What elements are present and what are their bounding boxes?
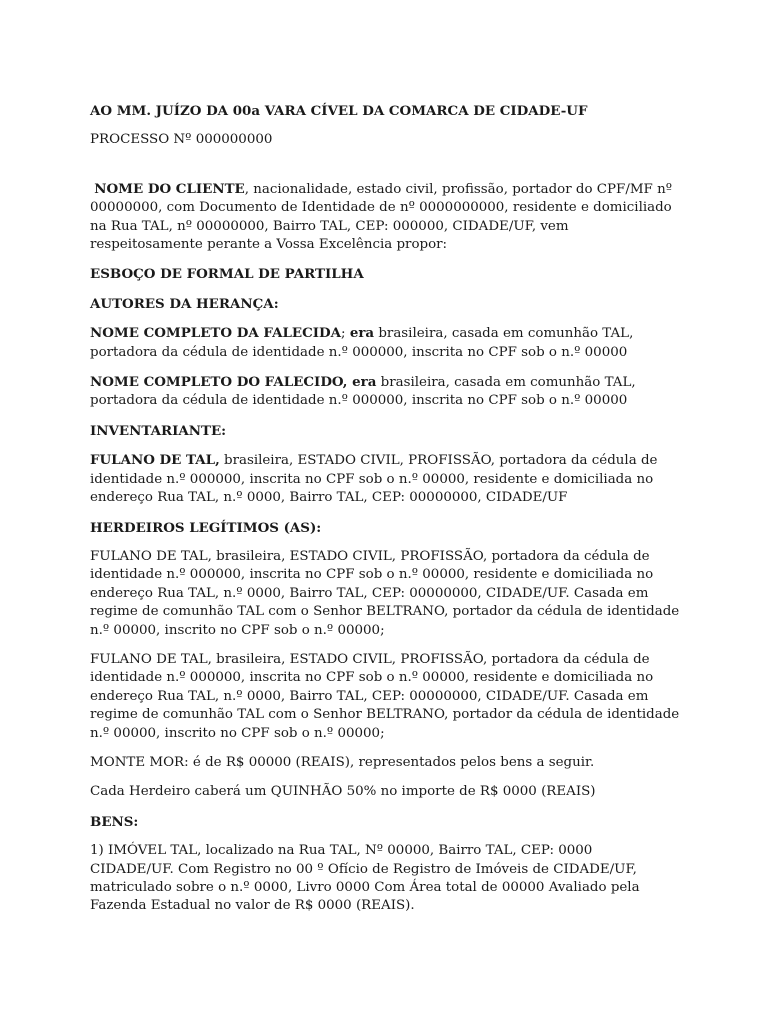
client-paragraph	[90, 180, 680, 255]
executor-text: brasileira, ESTADO CIVIL, PROFISSÃO, portadora da cédula de identidade n.º 000000, inscrita no CPF sob o n.º 00000, residente e domiciliada no endereço Rua TAL, n.º 0000, Bairro TAL, CEP: 00000000, CIDADE/UF	[90, 453, 658, 506]
heir-paragraph-1: FULANO DE TAL, brasileira, ESTADO CIVIL, PROFISSÃO, portadora da cédula de identidade n.º 000000, inscrita no CPF sob o n.º 00000, residente e domiciliada no endereço Rua TAL, n.º 0000, Bairro TAL, CEP: 00000000, CIDADE/UF. Casada em regime de comunhão TAL com o Senhor BELTRANO, portador da cédula de identidade n.º 00000, inscrito no CPF sob o n.º 00000;	[90, 548, 680, 638]
deceased-female-name: NOME COMPLETO DA FALECIDA	[90, 325, 342, 342]
heir-paragraph-2: FULANO DE TAL, brasileira, ESTADO CIVIL, PROFISSÃO, portadora da cédula de identidade n.º 000000, inscrita no CPF sob o n.º 00000, residente e domiciliada no endereço Rua TAL, n.º 0000, Bairro TAL, CEP: 00000000, CIDADE/UF. Casada em regime de comunhão TAL com o Senhor BELTRANO, portador da cédula de identidade n.º 00000, inscrito no CPF sob o n.º 00000;	[90, 651, 680, 741]
executor-paragraph	[90, 451, 680, 507]
deceased-male-paragraph	[90, 373, 680, 411]
client-name: NOME DO CLIENTE	[94, 180, 245, 197]
asset-item-1: 1) IMÓVEL TAL, localizado na Rua TAL, Nº 00000, Bairro TAL, CEP: 0000 CIDADE/UF. Com Registro no 00 º Ofício de Registro de Imóveis de CIDADE/UF, matriculado sobre o n.º 0000, Livro 0000 Com Área total de 00000 Avaliado pela Fazenda Estadual no valor de R$ 0000 (REAIS).	[90, 843, 640, 914]
document-page	[90, 102, 680, 927]
deceased-male-name: NOME COMPLETO DO FALECIDO, era	[90, 374, 377, 391]
authors-heading: AUTORES DA HERANÇA:	[90, 295, 279, 312]
quinhao: Cada Herdeiro caberá um QUINHÃO 50% no importe de R$ 0000 (REAIS)	[90, 784, 596, 800]
heirs-heading: HERDEIROS LEGÍTIMOS (AS):	[90, 519, 322, 536]
assets-heading: BENS:	[90, 813, 139, 830]
client-text: , nacionalidade, estado civil, profissão, portador do CPF/MF nº 00000000, com Documento de Identidade de nº 0000000000, residente e domiciliado na Rua TAL, nº 00000000, Bairro TAL, CEP: 000000, CIDADE/UF, vem respeitosamente perante a Vossa Excelência propor:	[90, 181, 673, 253]
process-number: PROCESSO Nº 000000000	[90, 132, 273, 148]
deceased-female-era: era	[349, 325, 375, 342]
court-heading: AO MM. JUÍZO DA 00a VARA CÍVEL DA COMARCA DE CIDADE-UF	[90, 103, 588, 119]
deceased-female-text: brasileira, casada em comunhão TAL, portadora da cédula de identidade n.º 000000, inscrita no CPF sob o n.º 00000	[90, 326, 634, 360]
deceased-female-sep: ;	[341, 326, 350, 342]
document-title: ESBOÇO DE FORMAL DE PARTILHA	[90, 266, 364, 283]
executor-name: FULANO DE TAL,	[90, 452, 220, 469]
executor-heading: INVENTARIANTE:	[90, 422, 227, 439]
deceased-female-paragraph	[90, 324, 680, 362]
deceased-male-text: brasileira, casada em comunhão TAL, portadora da cédula de identidade n.º 000000, inscrita no CPF sob o n.º 00000	[90, 375, 636, 409]
monte-mor: MONTE MOR: é de R$ 00000 (REAIS), representados pelos bens a seguir.	[90, 754, 595, 770]
